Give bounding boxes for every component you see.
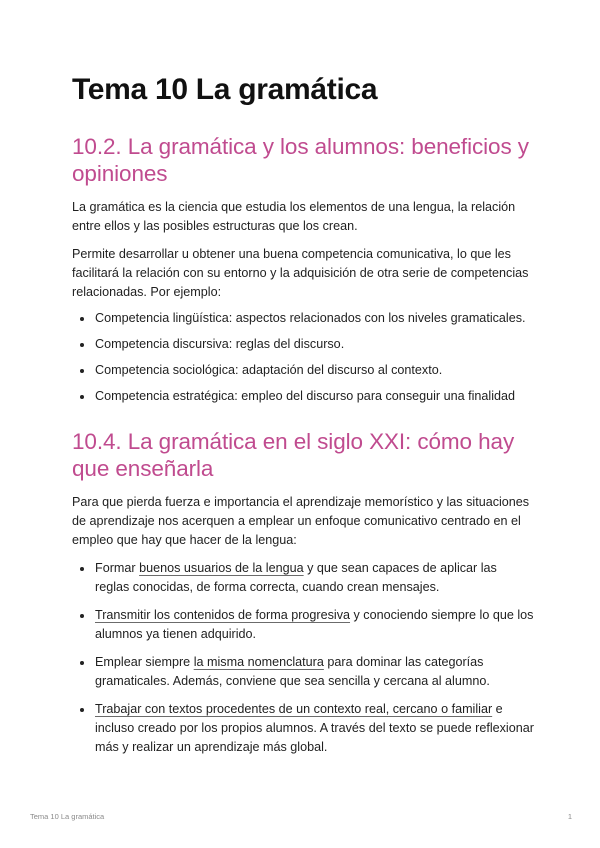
document-title: Tema 10 La gramática	[72, 73, 378, 106]
paragraph: La gramática es la ciencia que estudia los elementos de una lengua, la relación entre ellos y las posibles estructuras que los crean.	[72, 200, 516, 233]
underlined-phrase: la misma nomenclatura	[193, 655, 324, 669]
list-item-text: e incluso creado por los propios alumnos. A través del texto se puede reflexionar más y realizar un aprendizaje más global.	[95, 702, 534, 754]
paragraph: Permite desarrollar u obtener una buena competencia comunicativa, lo que les facilitará la relación con su entorno y la adquisición de otra serie de competencias relacionadas. Por ejemplo:	[72, 247, 529, 299]
list-item: Competencia discursiva: reglas del discurso.	[72, 335, 534, 354]
list-item-text: y conociendo siempre lo que los alumnos ya tienen adquirido.	[95, 608, 534, 641]
footer-title: Tema 10 La gramática	[30, 812, 105, 821]
competencias-list	[72, 309, 534, 406]
list-item	[72, 653, 534, 691]
page-number: 1	[567, 812, 572, 821]
page-footer	[30, 812, 572, 821]
list-item: Competencia estratégica: empleo del discurso para conseguir una finalidad	[72, 387, 534, 406]
list-item-text: Emplear siempre	[95, 655, 194, 669]
list-item	[72, 559, 534, 597]
document-page	[72, 72, 534, 757]
ensenanza-list	[72, 559, 534, 757]
section-body-10-4	[72, 493, 534, 550]
list-item: Competencia lingüística: aspectos relacionados con los niveles gramaticales.	[72, 309, 534, 328]
list-item-text: y que sean capaces de aplicar las reglas conocidas, de forma correcta, cuando crean mensajes.	[95, 561, 497, 594]
list-item: Competencia sociológica: adaptación del discurso al contexto.	[72, 361, 534, 380]
underlined-phrase: Trabajar con textos procedentes de un contexto real, cercano o familiar	[95, 702, 493, 716]
section-heading-10-4: 10.4. La gramática en el siglo XXI: cómo hay que enseñarla	[72, 429, 515, 481]
list-item-text: para dominar las categorías gramaticales. Además, conviene que sea sencilla y cercana al alumno.	[95, 655, 490, 688]
list-item	[72, 606, 534, 644]
paragraph: Para que pierda fuerza e importancia el aprendizaje memorístico y las situaciones de aprendizaje nos acerquen a emplear un enfoque comunicativo centrado en el empleo que hay que hacer de la lengua:	[72, 495, 530, 547]
section-heading-10-2: 10.2. La gramática y los alumnos: beneficios y opiniones	[72, 134, 529, 186]
section-body-10-2	[72, 198, 534, 302]
list-item	[72, 700, 534, 757]
list-item-text: Formar	[95, 561, 140, 575]
underlined-phrase: buenos usuarios de la lengua	[139, 561, 304, 575]
underlined-phrase: Transmitir los contenidos de forma progresiva	[95, 608, 351, 622]
